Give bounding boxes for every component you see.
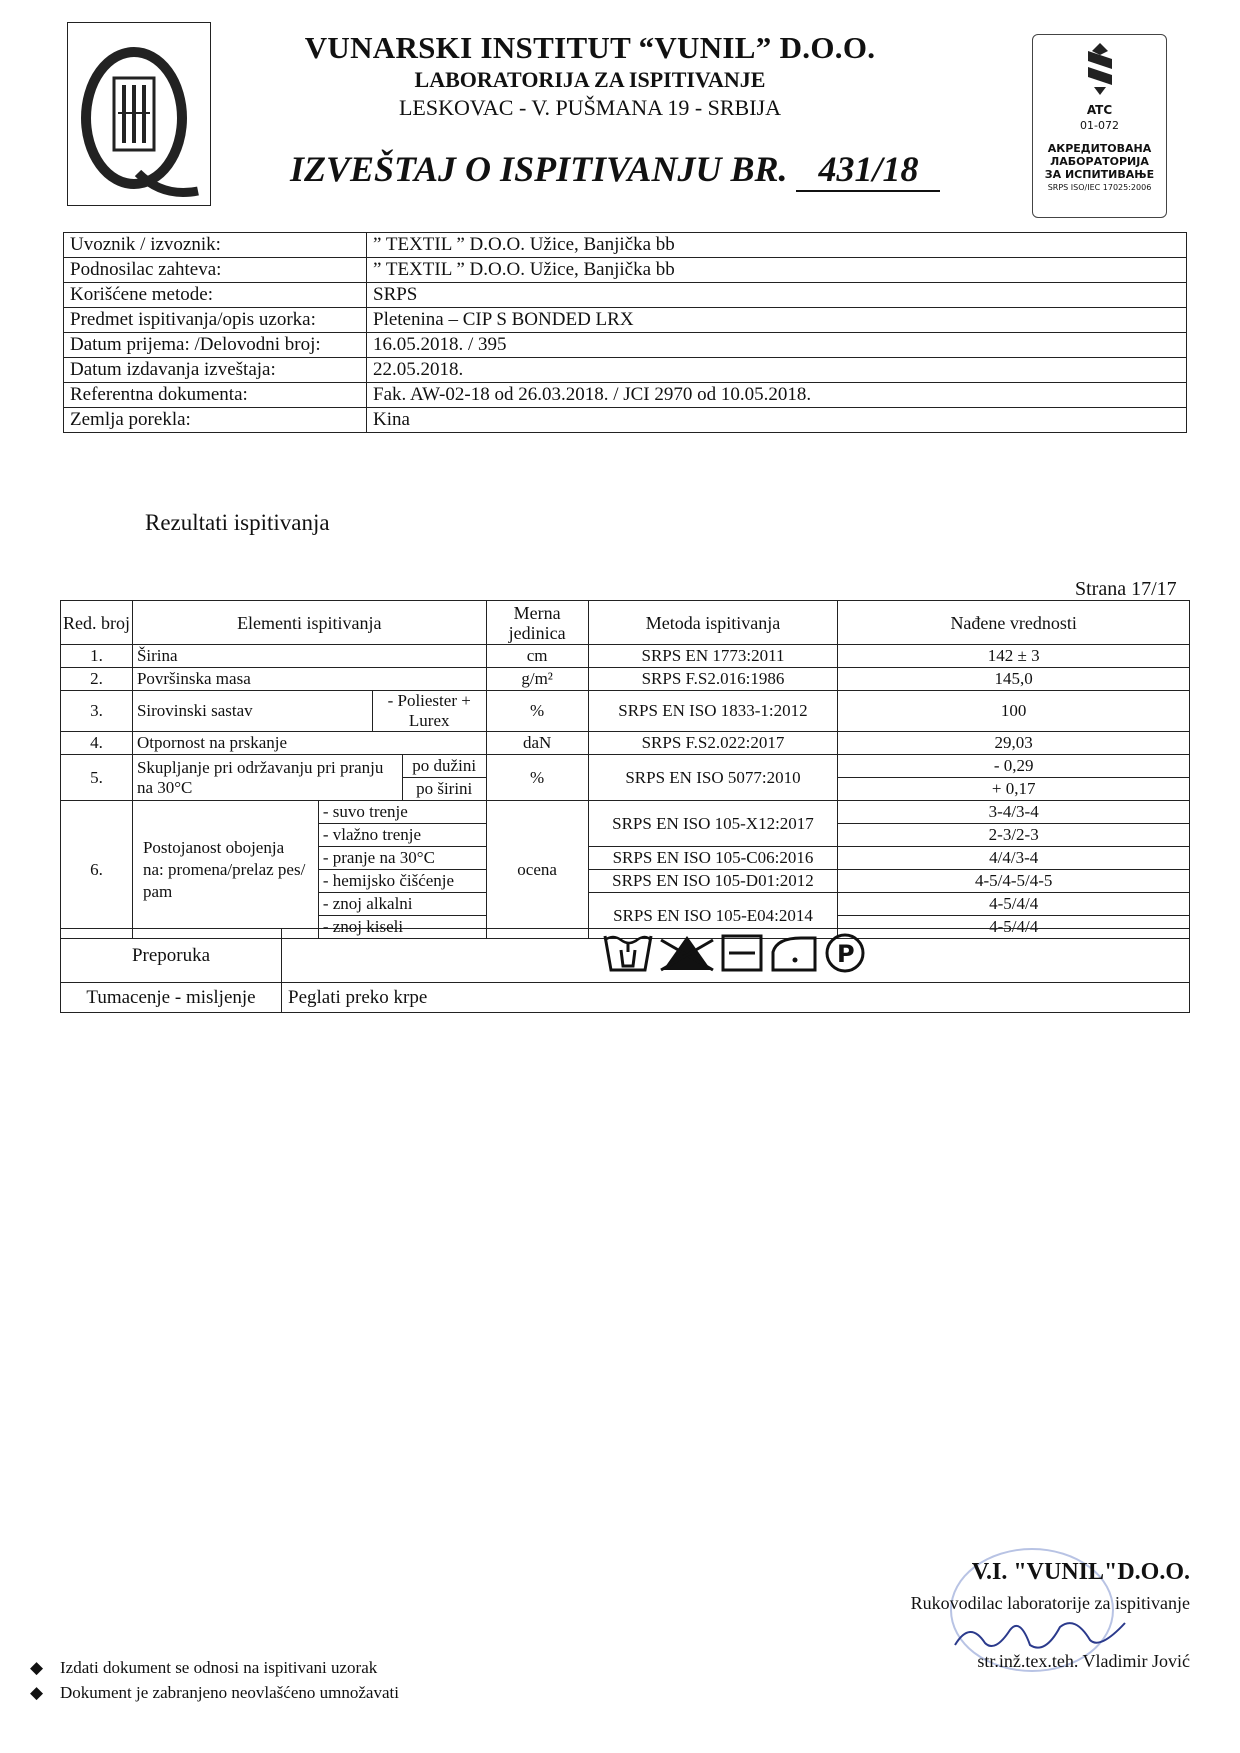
atc-label: ATC bbox=[1086, 103, 1113, 117]
table-row bbox=[64, 283, 1187, 308]
vunil-q-logo-icon bbox=[68, 23, 210, 205]
signature-company: V.I. "VUNIL"D.O.O. bbox=[971, 1559, 1190, 1585]
row-method: SRPS EN ISO 105-C06:2016 bbox=[588, 847, 838, 870]
bleach-not-allowed-icon bbox=[661, 936, 713, 970]
accred-standard: SRPS ISO/IEC 17025:2006 bbox=[1047, 183, 1152, 192]
table-row bbox=[64, 258, 1187, 283]
lab-address: LESKOVAC - V. PUŠMANA 19 - SRBIJA bbox=[398, 95, 782, 120]
row-element: Površinska masa bbox=[132, 668, 486, 691]
handwritten-signature-icon bbox=[950, 1615, 1130, 1655]
row-sub-element: po širini bbox=[402, 778, 486, 801]
row-value: 4-5/4/4 bbox=[838, 916, 1190, 939]
info-value: 22.05.2018. bbox=[367, 358, 1187, 383]
row-number: 5. bbox=[61, 755, 133, 801]
accred-line-3: ЗА ИСПИТИВАЊЕ bbox=[1044, 168, 1155, 181]
institute-name: VUNARSKI INSTITUT “VUNIL” D.O.O. bbox=[304, 30, 876, 65]
care-symbols-icon bbox=[601, 930, 871, 976]
footer-note-text: Izdati dokument se odnosi na ispitivani uzorak bbox=[60, 1658, 378, 1677]
row-number: 3. bbox=[61, 691, 133, 732]
row-method: SRPS F.S2.016:1986 bbox=[588, 668, 838, 691]
row-method: SRPS F.S2.022:2017 bbox=[588, 732, 838, 755]
info-label: Uvoznik / izvoznik: bbox=[64, 233, 367, 258]
lab-name: LABORATORIJA ZA ISPITIVANJE bbox=[414, 67, 766, 92]
row-number: 2. bbox=[61, 668, 133, 691]
info-label: Podnosilac zahteva: bbox=[64, 258, 367, 283]
table-row bbox=[61, 691, 1190, 732]
tumacenje-label: Tumacenje - misljenje bbox=[61, 983, 282, 1013]
care-symbols bbox=[282, 929, 1190, 983]
bullet-diamond-icon: ◆ bbox=[30, 1658, 44, 1677]
dry-flat-icon bbox=[723, 936, 761, 970]
row-method: SRPS EN ISO 105-D01:2012 bbox=[588, 870, 838, 893]
row-element: Otpornost na prskanje bbox=[132, 732, 486, 755]
row-sub-element: - Poliester + Lurex bbox=[372, 691, 486, 732]
info-value: ” TEXTIL ” D.O.O. Užice, Banjička bb bbox=[367, 233, 1187, 258]
preporuka-label: Preporuka bbox=[61, 929, 282, 983]
row-unit: ocena bbox=[486, 801, 588, 939]
row-unit: cm bbox=[486, 645, 588, 668]
info-label: Korišćene metode: bbox=[64, 283, 367, 308]
row-element: Postojanost obojenja na: promena/prelaz pes/ pam bbox=[132, 801, 318, 939]
accred-line-2: ЛАБОРАТОРИЈА bbox=[1050, 155, 1149, 168]
col-merna: Merna jedinica bbox=[486, 601, 588, 645]
row-sub-element: - znoj kiseli bbox=[318, 916, 486, 939]
table-row bbox=[61, 732, 1190, 755]
row-value: 4/4/3-4 bbox=[838, 847, 1190, 870]
report-title-prefix: IZVEŠTAJ O ISPITIVANJU BR. bbox=[290, 149, 788, 189]
row-number: 4. bbox=[61, 732, 133, 755]
report-title bbox=[290, 148, 940, 192]
row-value: + 0,17 bbox=[838, 778, 1190, 801]
results-title: Rezultati ispitivanja bbox=[145, 510, 330, 535]
row-unit: daN bbox=[486, 732, 588, 755]
row-element: Sirovinski sastav bbox=[132, 691, 372, 732]
table-row bbox=[61, 755, 1190, 778]
atc-emblem-icon bbox=[1080, 41, 1120, 97]
header bbox=[240, 30, 940, 122]
info-value: Pletenina – CIP S BONDED LRX bbox=[367, 308, 1187, 333]
row-value: 4-5/4-5/4-5 bbox=[838, 870, 1190, 893]
accreditation-badge bbox=[1032, 34, 1167, 218]
vunil-logo bbox=[67, 22, 211, 206]
info-label: Predmet ispitivanja/opis uzorka: bbox=[64, 308, 367, 333]
col-red-broj: Red. broj bbox=[61, 601, 133, 645]
info-label: Datum prijema: /Delovodni broj: bbox=[64, 333, 367, 358]
page-label: Strana 17/17 bbox=[1075, 578, 1177, 600]
col-nadjene: Nađene vrednosti bbox=[838, 601, 1190, 645]
signature-role: Rukovodilac laboratorije za ispitivanje bbox=[910, 1593, 1190, 1613]
table-row bbox=[61, 929, 1190, 983]
info-label: Datum izdavanja izveštaja: bbox=[64, 358, 367, 383]
row-method: SRPS EN ISO 105-E04:2014 bbox=[588, 893, 838, 939]
row-value: 3-4/3-4 bbox=[838, 801, 1190, 824]
row-number: 6. bbox=[61, 801, 133, 939]
row-value: 100 bbox=[838, 691, 1190, 732]
iron-low-icon bbox=[773, 938, 815, 970]
bullet-diamond-icon: ◆ bbox=[30, 1683, 44, 1702]
table-row bbox=[64, 408, 1187, 433]
row-value: 2-3/2-3 bbox=[838, 824, 1190, 847]
row-method: SRPS EN ISO 105-X12:2017 bbox=[588, 801, 838, 847]
tumacenje-value: Peglati preko krpe bbox=[282, 983, 1190, 1013]
row-sub-element: - vlažno trenje bbox=[318, 824, 486, 847]
row-sub-element: po dužini bbox=[402, 755, 486, 778]
table-header-row bbox=[61, 601, 1190, 645]
report-number: 431/18 bbox=[796, 148, 940, 192]
footer-note bbox=[30, 1680, 399, 1705]
table-row bbox=[61, 645, 1190, 668]
dry-clean-p-icon bbox=[827, 935, 863, 971]
row-unit: % bbox=[486, 755, 588, 801]
row-value: 142 ± 3 bbox=[838, 645, 1190, 668]
row-sub-element: - znoj alkalni bbox=[318, 893, 486, 916]
signature-name: str.inž.tex.teh. Vladimir Jović bbox=[977, 1651, 1190, 1671]
table-row bbox=[64, 358, 1187, 383]
table-row bbox=[64, 308, 1187, 333]
recommendation-table bbox=[60, 928, 1190, 1013]
signature-block bbox=[880, 1555, 1190, 1675]
table-row bbox=[64, 233, 1187, 258]
row-unit: g/m² bbox=[486, 668, 588, 691]
row-sub-element: - pranje na 30°C bbox=[318, 847, 486, 870]
col-elementi: Elementi ispitivanja bbox=[132, 601, 486, 645]
row-value: 4-5/4/4 bbox=[838, 893, 1190, 916]
footer-note-text: Dokument je zabranjeno neovlašćeno umnožavati bbox=[60, 1683, 399, 1702]
table-row bbox=[64, 333, 1187, 358]
row-method: SRPS EN ISO 1833-1:2012 bbox=[588, 691, 838, 732]
col-metoda: Metoda ispitivanja bbox=[588, 601, 838, 645]
table-row bbox=[61, 801, 1190, 824]
row-method: SRPS EN 1773:2011 bbox=[588, 645, 838, 668]
info-value: ” TEXTIL ” D.O.O. Užice, Banjička bb bbox=[367, 258, 1187, 283]
footer-note bbox=[30, 1655, 399, 1680]
row-value: 145,0 bbox=[838, 668, 1190, 691]
info-label: Zemlja porekla: bbox=[64, 408, 367, 433]
row-sub-element: - hemijsko čišćenje bbox=[318, 870, 486, 893]
footer-notes bbox=[30, 1655, 399, 1705]
row-unit: % bbox=[486, 691, 588, 732]
row-value: 29,03 bbox=[838, 732, 1190, 755]
svg-text:P: P bbox=[836, 939, 855, 968]
info-value: SRPS bbox=[367, 283, 1187, 308]
table-row bbox=[61, 668, 1190, 691]
row-value: - 0,29 bbox=[838, 755, 1190, 778]
row-method: SRPS EN ISO 5077:2010 bbox=[588, 755, 838, 801]
accred-line-1: АКРЕДИТОВАНА bbox=[1047, 142, 1152, 155]
info-value: Kina bbox=[367, 408, 1187, 433]
info-label: Referentna dokumenta: bbox=[64, 383, 367, 408]
row-number: 1. bbox=[61, 645, 133, 668]
table-row bbox=[61, 983, 1190, 1013]
row-sub-element: - suvo trenje bbox=[318, 801, 486, 824]
info-value: Fak. AW-02-18 od 26.03.2018. / JCI 2970 od 10.05.2018. bbox=[367, 383, 1187, 408]
results-table bbox=[60, 600, 1190, 939]
info-table bbox=[63, 232, 1187, 433]
wash-30-icon bbox=[605, 936, 651, 970]
table-row bbox=[64, 383, 1187, 408]
info-value: 16.05.2018. / 395 bbox=[367, 333, 1187, 358]
row-element: Skupljanje pri održavanju pri pranju na 30°C bbox=[132, 755, 402, 801]
row-element: Širina bbox=[132, 645, 486, 668]
atc-number: 01-072 bbox=[1080, 119, 1119, 132]
